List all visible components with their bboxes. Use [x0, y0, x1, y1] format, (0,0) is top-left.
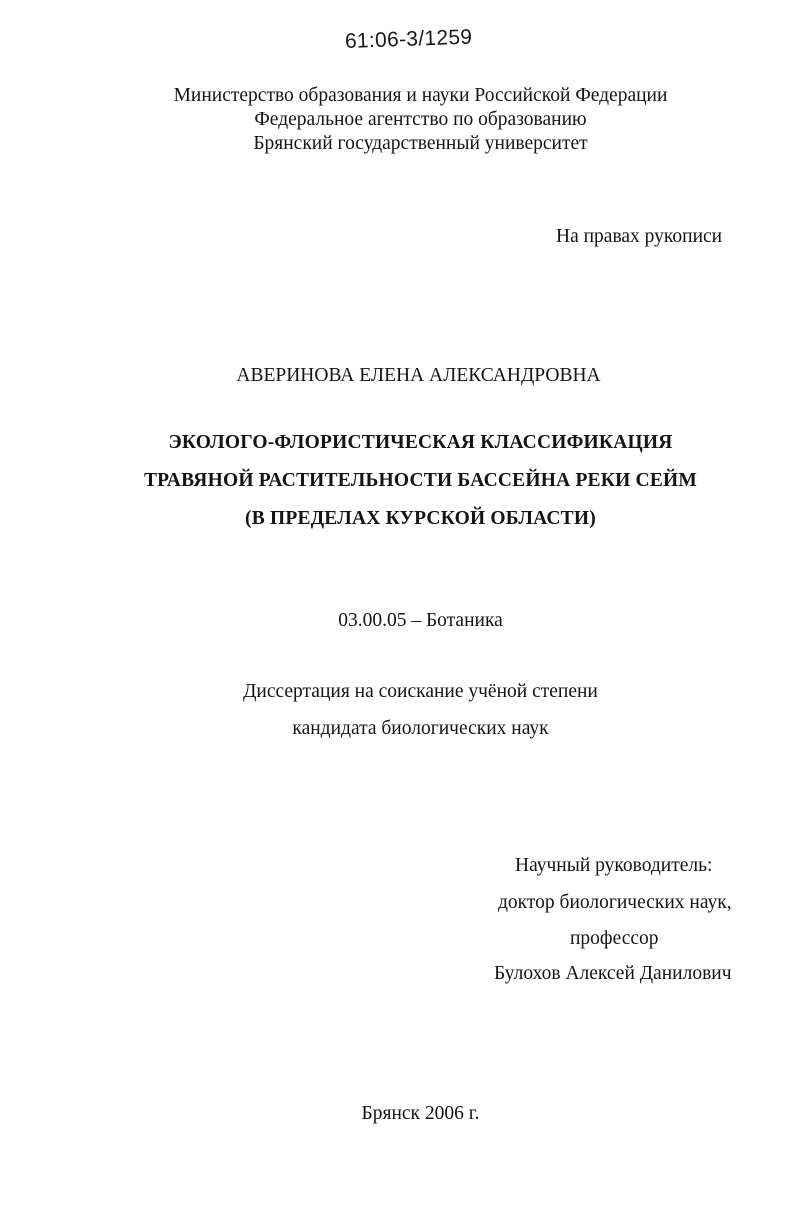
specialty-code: 03.00.05 – Ботаника [338, 610, 503, 631]
place-year: Брянск 2006 г. [361, 1103, 480, 1124]
ministry-line: Министерство образования и науки Российской Федерации [173, 85, 668, 106]
author-name: АВЕРИНОВА ЕЛЕНА АЛЕКСАНДРОВНА [236, 365, 601, 386]
university-line: Брянский государственный университет [253, 133, 588, 154]
supervisor-label: Научный руководитель: [515, 855, 713, 876]
title-line-2: ТРАВЯНОЙ РАСТИТЕЛЬНОСТИ БАССЕЙНА РЕКИ СЕЙМ [143, 470, 698, 491]
degree-line-2: кандидата биологических наук [292, 718, 549, 739]
supervisor-rank: профессор [570, 928, 659, 949]
title-line-1: ЭКОЛОГО-ФЛОРИСТИЧЕСКАЯ КЛАССИФИКАЦИЯ [168, 432, 673, 453]
degree-line-1: Диссертация на соискание учёной степени [243, 681, 598, 702]
archive-stamp: 61:06-3/1259 [344, 25, 473, 53]
agency-line: Федеральное агентство по образованию [254, 109, 587, 130]
supervisor-name: Булохов Алексей Данилович [494, 963, 732, 984]
manuscript-note: На правах рукописи [556, 226, 723, 247]
title-line-3: (В ПРЕДЕЛАХ КУРСКОЙ ОБЛАСТИ) [245, 508, 596, 529]
supervisor-degree: доктор биологических наук, [498, 892, 732, 913]
